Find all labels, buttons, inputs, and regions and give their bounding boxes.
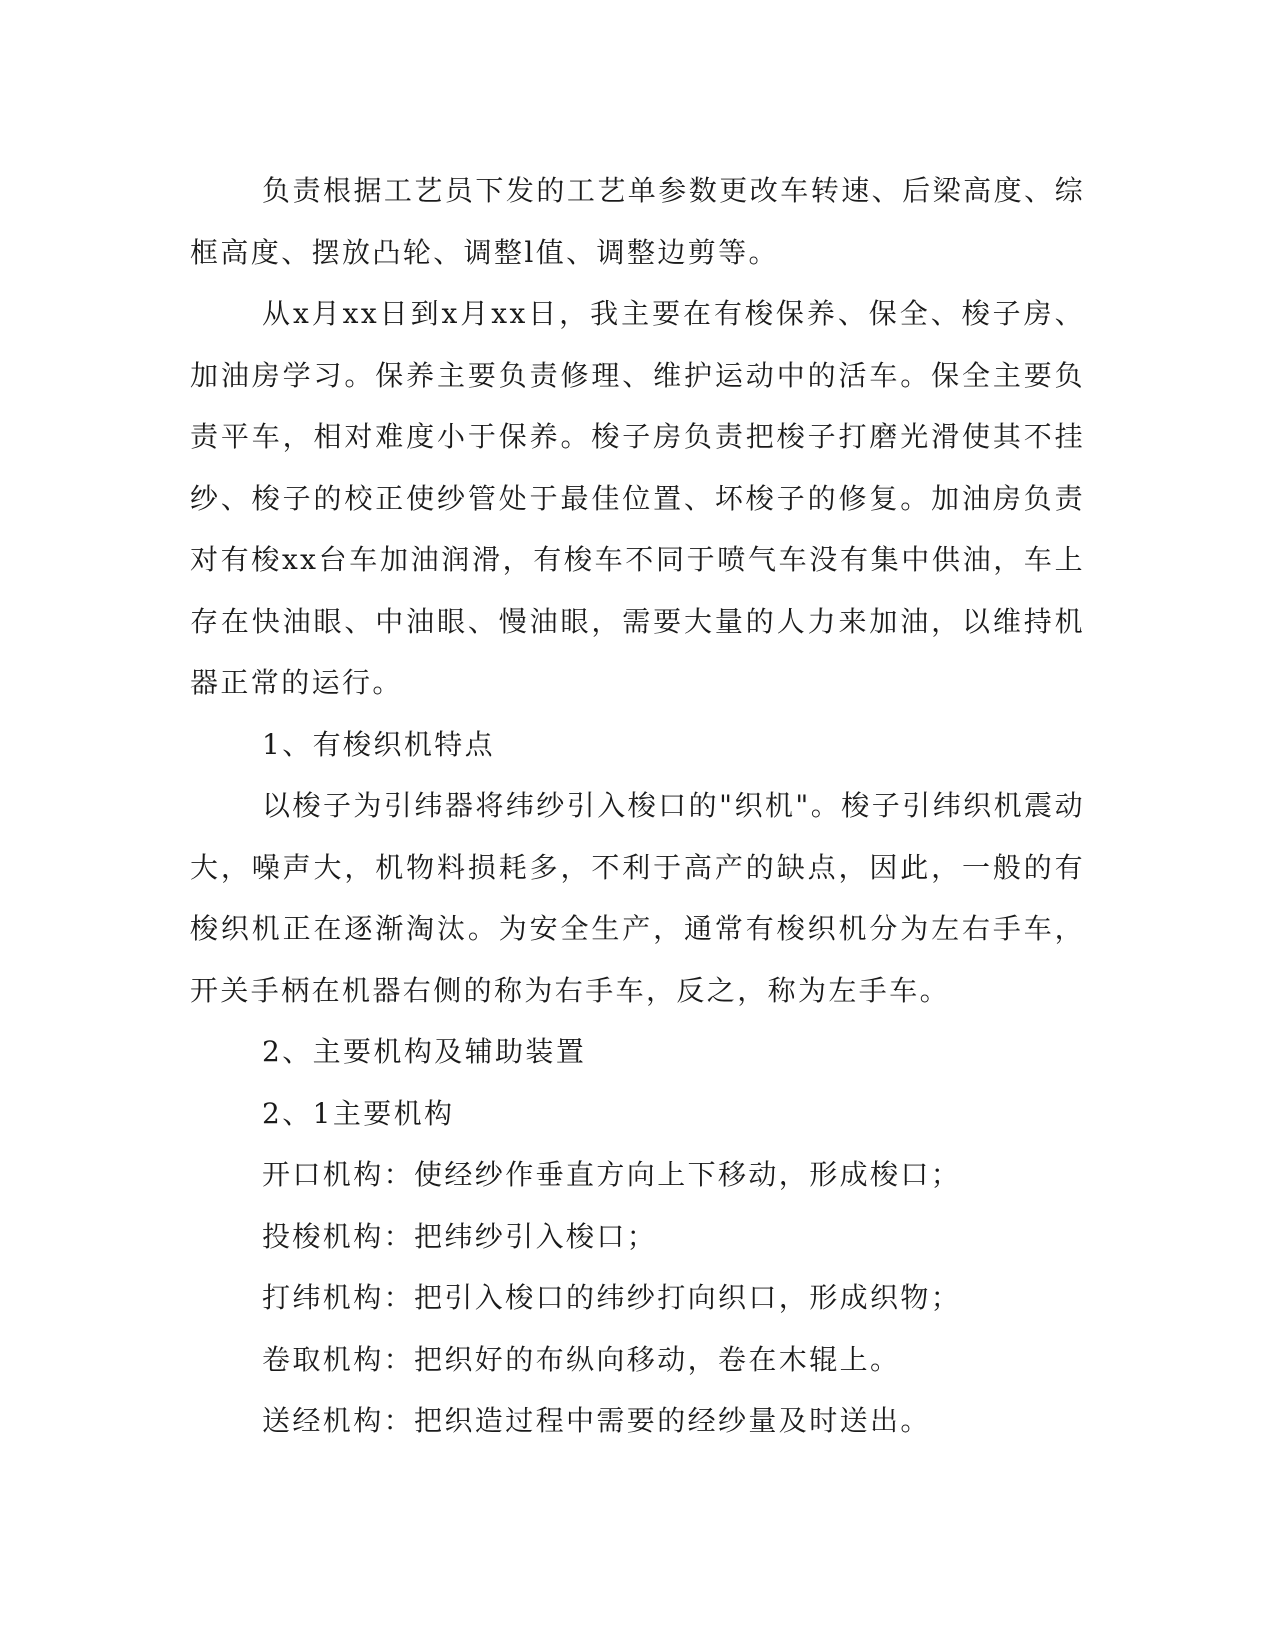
list-item-take-up-mechanism: 卷取机构：把织好的布纵向移动，卷在木辊上。 [262,1342,901,1376]
heading-shuttle-loom-features: 1、有梭织机特点 [262,727,496,761]
list-item-picking-mechanism: 投梭机构：把纬纱引入梭口； [262,1219,658,1253]
list-item-beating-mechanism: 打纬机构：把引入梭口的纬纱打向织口，形成织物； [262,1281,962,1314]
heading-main-mechanisms: 2、1主要机构 [262,1096,455,1130]
heading-main-mechanisms-and-devices: 2、主要机构及辅助装置 [262,1035,587,1068]
list-item-shedding-mechanism: 开口机构：使经纱作垂直方向上下移动，形成梭口； [262,1158,962,1191]
paragraph-process-duties: 负责根据工艺员下发的工艺单参数更改车转速、后梁高度、综框高度、摆放凸轮、调整l值、调整边剪等。 [190,174,1085,269]
paragraph-training-summary: 从x月xx日到x月xx日，我主要在有梭保养、保全、梭子房、加油房学习。保养主要负责修理、维护运动中的活车。保全主要负责平车，相对难度小于保养。梭子房负责把梭子打磨光滑使其不挂纱、梭子的校正使纱管处于最佳位置、坏梭子的修复。加油房负责对有梭xx台车加油润滑，有梭车不同于喷气车没有集中供油，车上存在快油眼、中油眼、慢油眼，需要大量的人力来加油，以维持机器正常的运行。 [190,297,1085,699]
paragraph-shuttle-loom-description: 以梭子为引纬器将纬纱引入梭口的"织机"。梭子引纬织机震动大，噪声大，机物料损耗多，不利于高产的缺点，因此，一般的有梭织机正在逐渐淘汰。为安全生产，通常有梭织机分为左右手车，开关手柄在机器右侧的称为右手车，反之，称为左手车。 [190,789,1085,1007]
list-item-let-off-mechanism: 送经机构：把织造过程中需要的经纱量及时送出。 [262,1404,931,1437]
document-body [190,160,1085,1452]
